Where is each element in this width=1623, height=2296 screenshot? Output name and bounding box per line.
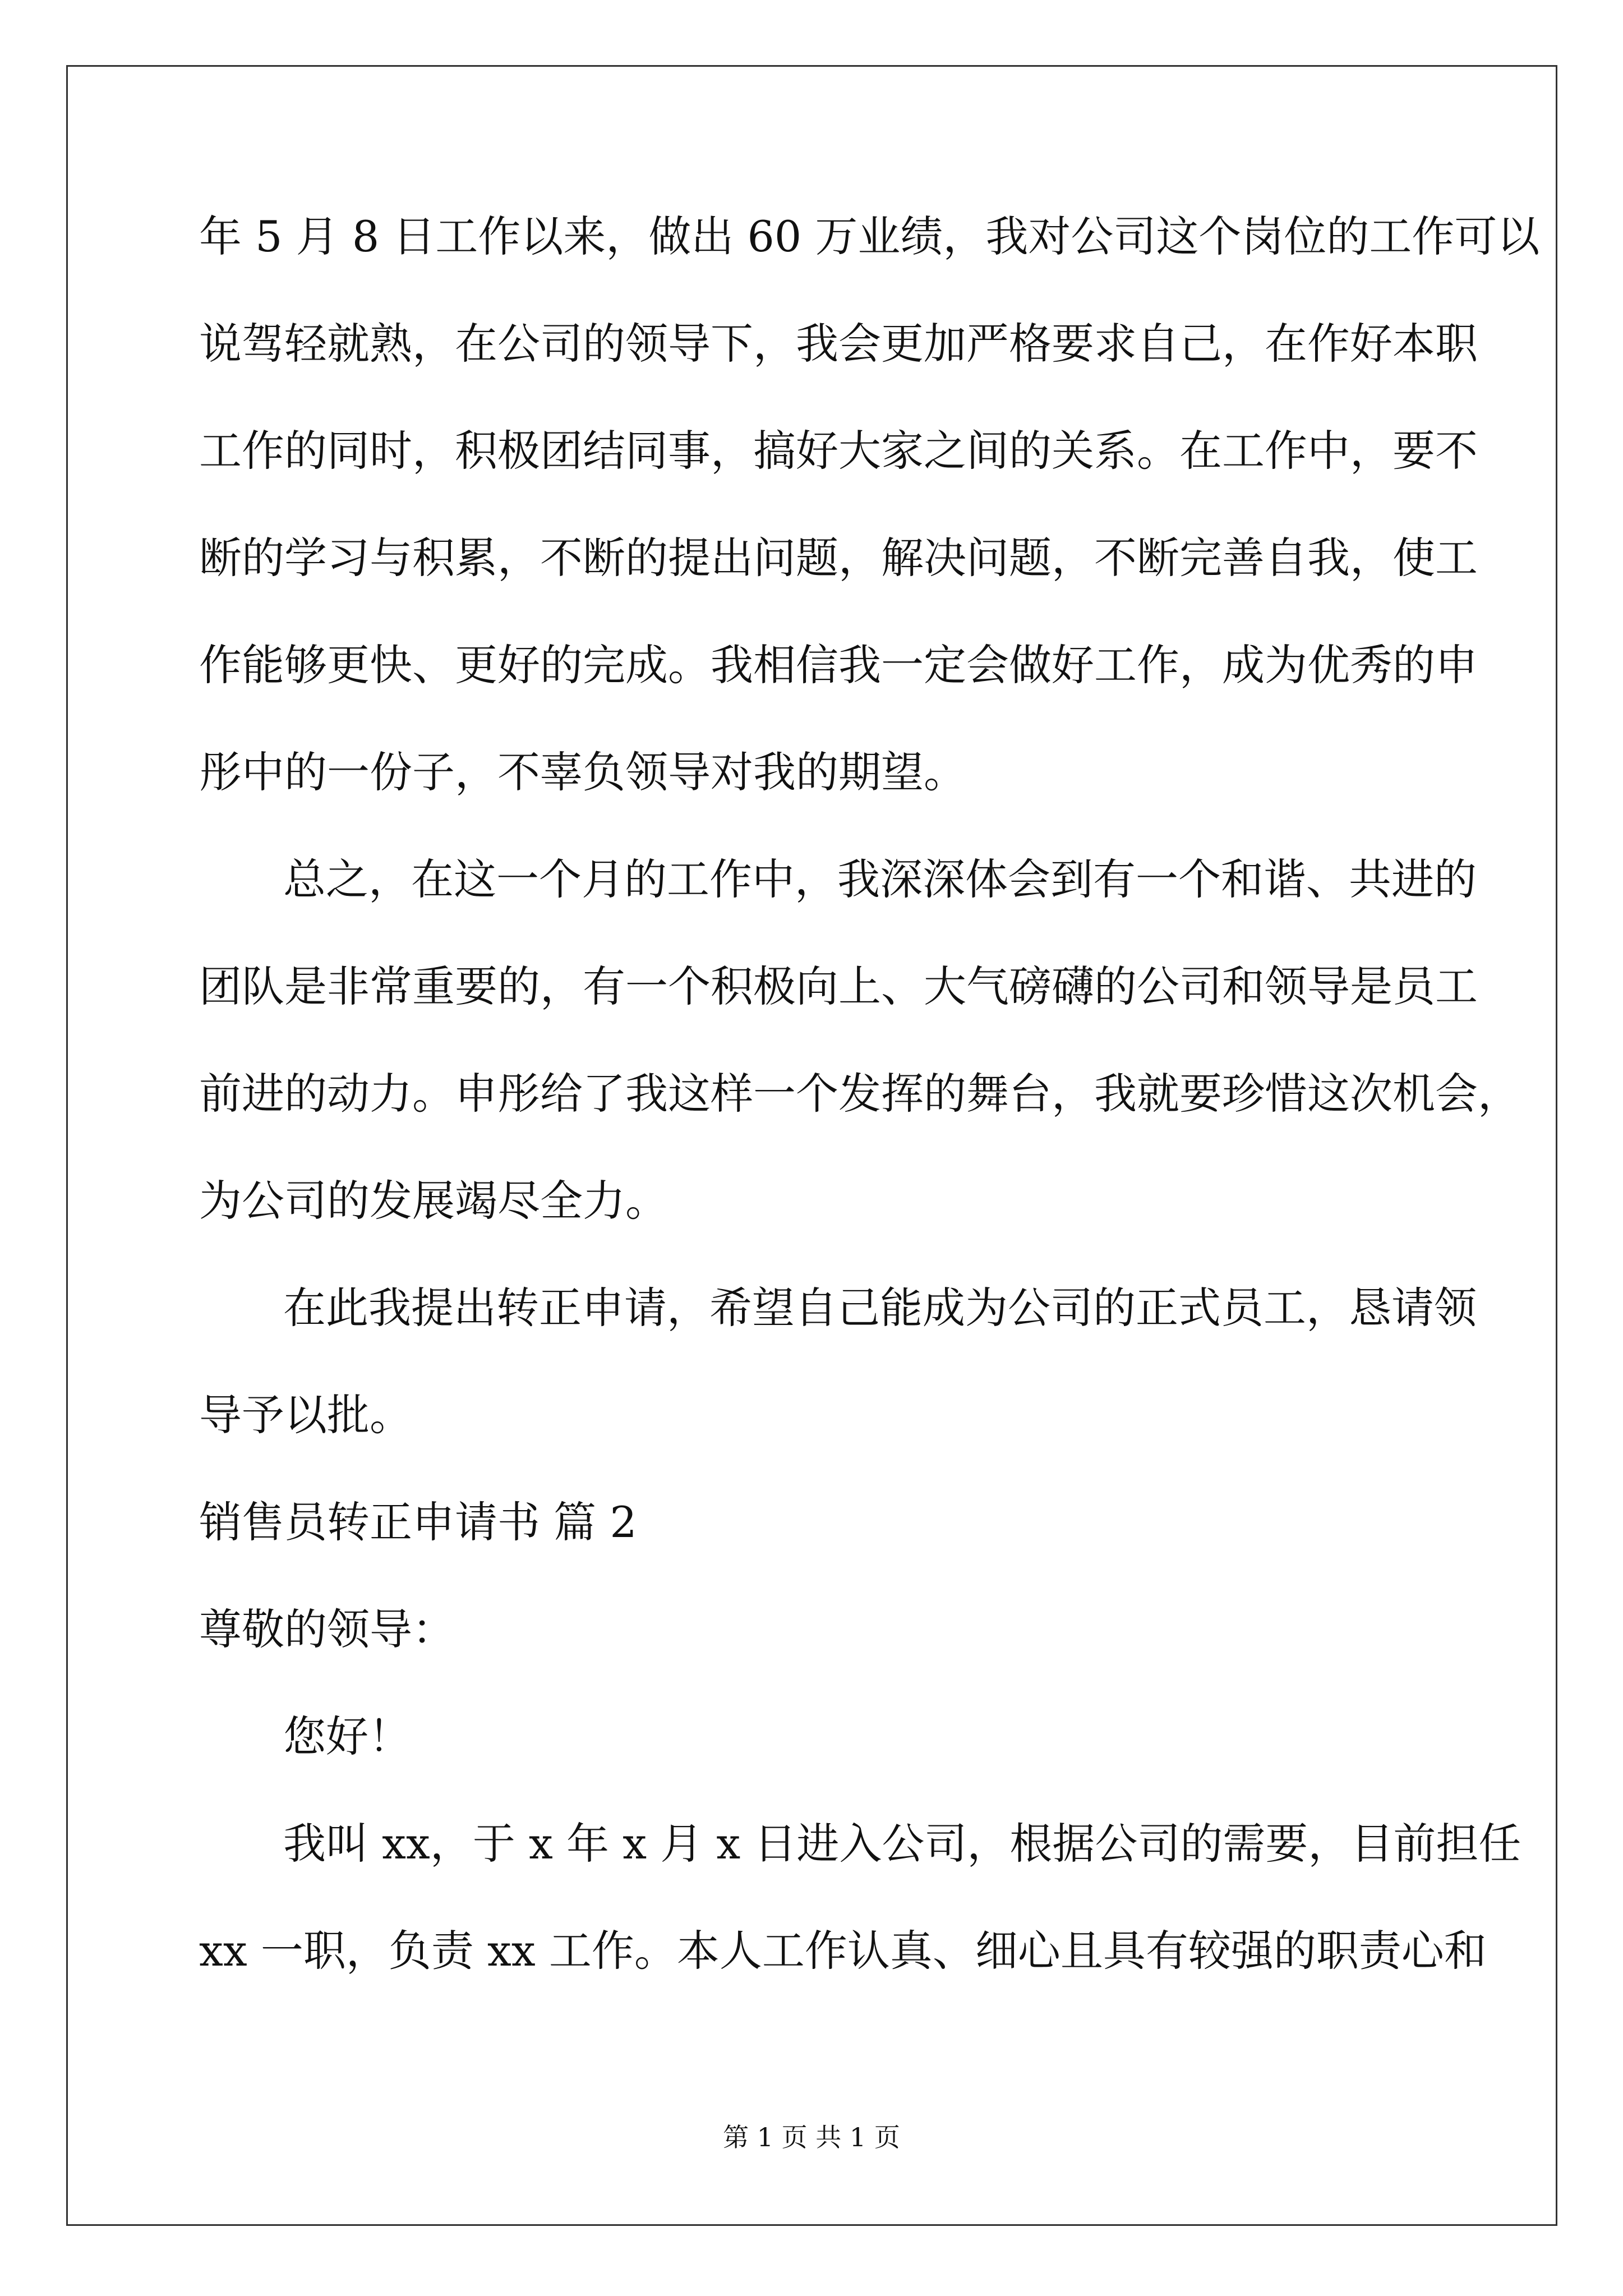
text-line: 导予以批。 — [199, 1390, 412, 1440]
text-line: 说驾轻就熟，在公司的领导下，我会更加严格要求自己，在作好本职 — [199, 319, 1478, 369]
page-footer: 第 1 页 共 1 页 — [723, 2122, 900, 2152]
paragraph-start: 总之，在这一个月的工作中，我深深体会到有一个和谐、共进的 — [283, 854, 1477, 904]
text-line: 断的学习与积累，不断的提出问题，解决问题，不断完善自我，使工 — [199, 533, 1478, 583]
salutation: 尊敬的领导： — [199, 1604, 455, 1654]
text-line: 年 5 月 8 日工作以来，做出 60 万业绩，我对公司这个岗位的工作可以 — [199, 211, 1540, 261]
page-frame — [66, 65, 1557, 2226]
text-line: 为公司的发展竭尽全力。 — [199, 1176, 668, 1226]
paragraph-start: 在此我提出转正申请，希望自己能成为公司的正式员工，恳请领 — [283, 1283, 1477, 1333]
text-line: 工作的同时，积极团结同事，搞好大家之间的关系。在工作中，要不 — [199, 426, 1478, 476]
text-line: 作能够更快、更好的完成。我相信我一定会做好工作，成为优秀的申 — [199, 640, 1478, 690]
text-line: 团队是非常重要的，有一个积极向上、大气磅礴的公司和领导是员工 — [199, 961, 1478, 1011]
text-line: xx 一职，负责 xx 工作。本人工作认真、细心且具有较强的职责心和 — [199, 1926, 1487, 1976]
greeting: 您好！ — [283, 1711, 411, 1761]
section-heading: 销售员转正申请书 篇 2 — [199, 1497, 637, 1547]
paragraph-start: 我叫 xx，于 x 年 x 月 x 日进入公司，根据公司的需要，目前担任 — [283, 1819, 1521, 1869]
text-line: 前进的动力。申彤给了我这样一个发挥的舞台，我就要珍惜这次机会， — [199, 1069, 1520, 1119]
text-line: 彤中的一份子，不辜负领导对我的期望。 — [199, 747, 966, 797]
